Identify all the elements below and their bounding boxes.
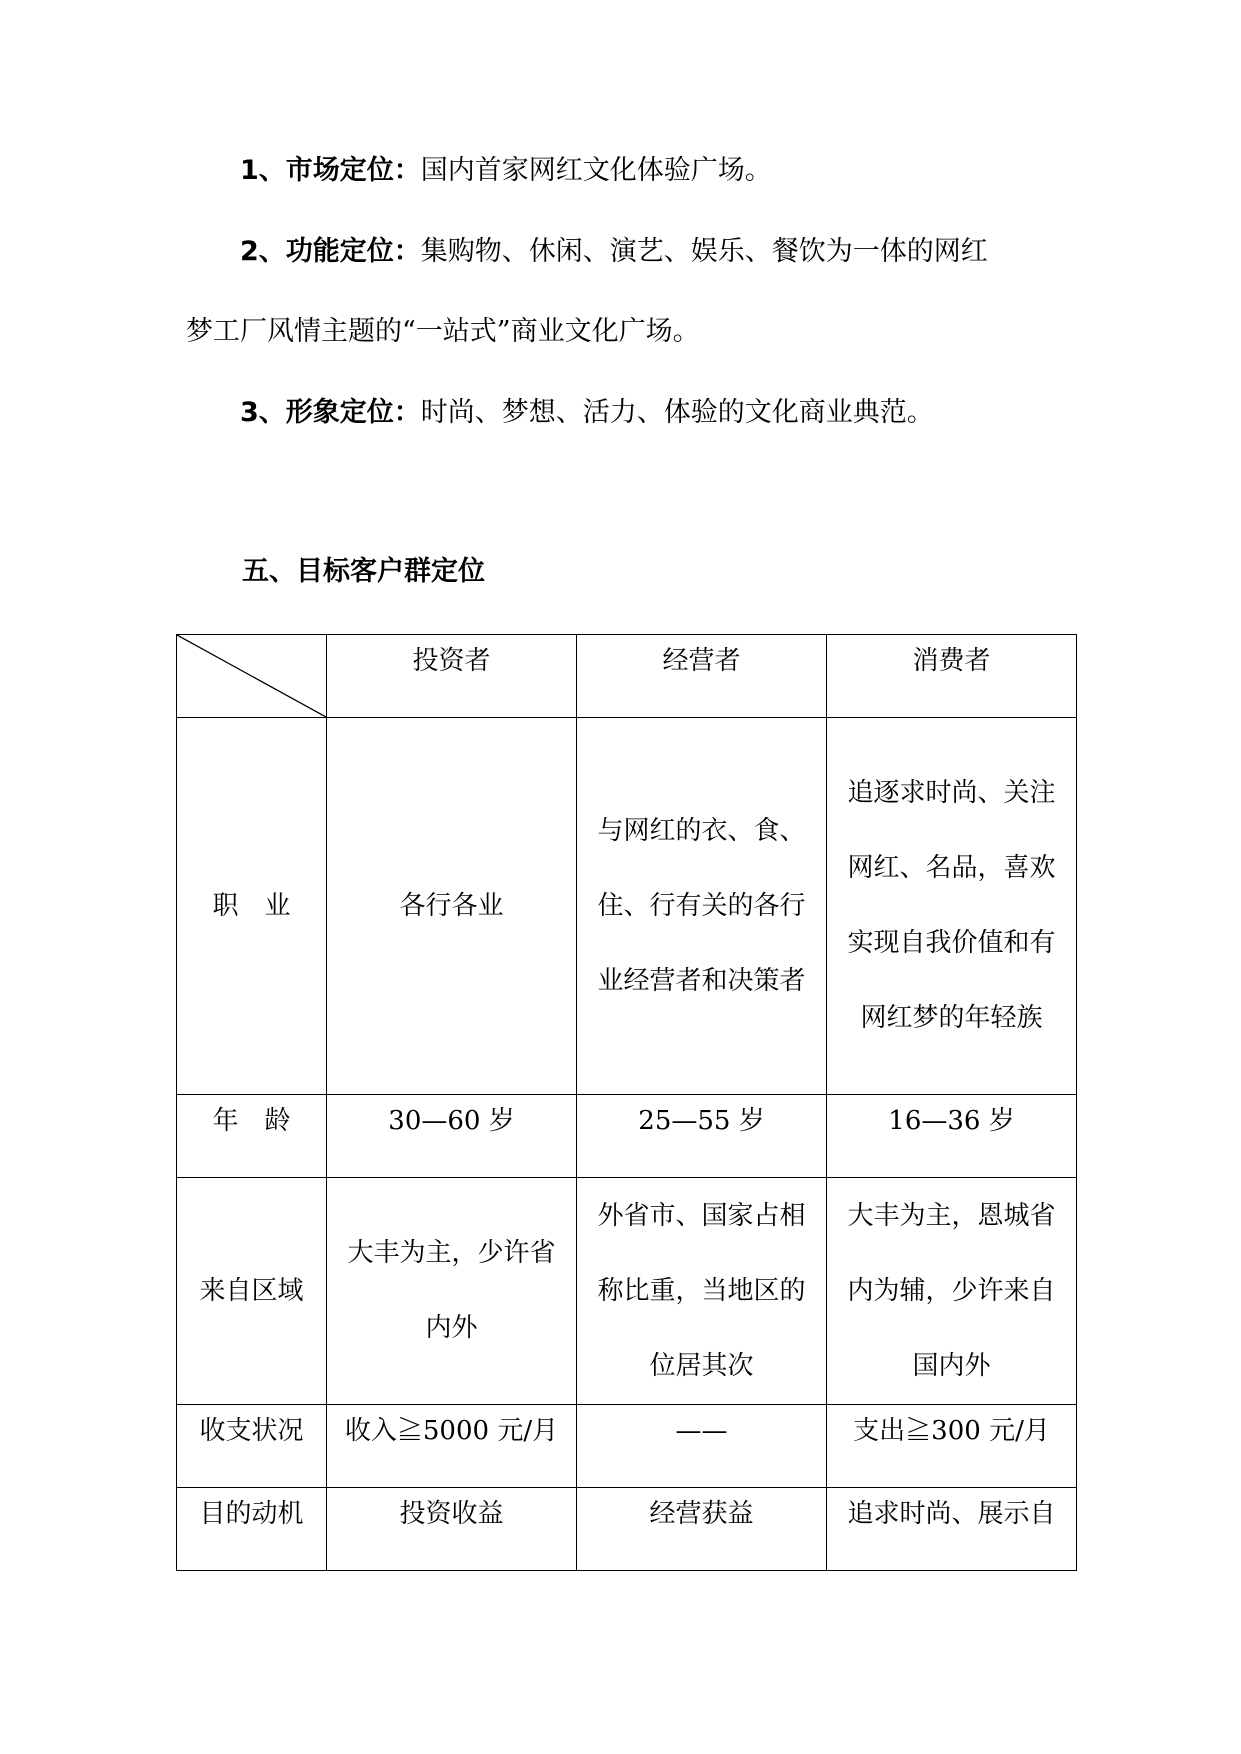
- table-cell: 各行各业: [327, 718, 577, 1095]
- paragraph-label: 2、功能定位：: [240, 236, 421, 267]
- row-label: 来自区域: [177, 1178, 327, 1405]
- table-cell: 经营获益: [577, 1488, 827, 1571]
- row-label: 目的动机: [177, 1488, 327, 1571]
- row-label: 职 业: [177, 718, 327, 1095]
- table-cell: 与网红的衣、食、住、行有关的各行业经营者和决策者: [577, 718, 827, 1095]
- paragraph-text: 集购物、休闲、演艺、娱乐、餐饮为一体的网红: [420, 236, 988, 267]
- table-cell: 追逐求时尚、关注网红、名品，喜欢实现自我价值和有网红梦的年轻族: [827, 718, 1077, 1095]
- table-header-row: [177, 635, 1077, 718]
- table-cell: 追求时尚、展示自: [827, 1488, 1077, 1571]
- header-consumer: 消费者: [827, 635, 1077, 718]
- table-cell: ——: [577, 1405, 827, 1488]
- paragraph-label: 3、形象定位：: [240, 397, 421, 428]
- paragraph-market-positioning: [240, 151, 772, 191]
- table-row-region: [177, 1178, 1077, 1405]
- paragraph-text: 国内首家网红文化体验广场。: [420, 155, 772, 186]
- diagonal-line: [177, 635, 326, 717]
- table-cell: 16—36 岁: [827, 1095, 1077, 1178]
- table-cell: 25—55 岁: [577, 1095, 827, 1178]
- paragraph-function-positioning: [240, 232, 988, 272]
- target-customer-table: [176, 634, 1077, 1571]
- table-row-motivation: [177, 1488, 1077, 1571]
- paragraph-label: 1、市场定位：: [240, 155, 421, 186]
- table-cell: 外省市、国家占相称比重，当地区的位居其次: [577, 1178, 827, 1405]
- section-heading: 五、目标客户群定位: [242, 556, 485, 587]
- paragraph-text: 时尚、梦想、活力、体验的文化商业典范。: [420, 397, 934, 428]
- row-label: 年 龄: [177, 1095, 327, 1178]
- table-cell: 投资收益: [327, 1488, 577, 1571]
- table-row-age: [177, 1095, 1077, 1178]
- table-cell: 大丰为主，恩城省内为辅，少许来自国内外: [827, 1178, 1077, 1405]
- row-label: 收支状况: [177, 1405, 327, 1488]
- table-row-occupation: [177, 718, 1077, 1095]
- header-operator: 经营者: [577, 635, 827, 718]
- table-cell: 30—60 岁: [327, 1095, 577, 1178]
- paragraph-function-continuation: 梦工厂风情主题的“一站式”商业文化广场。: [186, 316, 700, 347]
- header-investor: 投资者: [327, 635, 577, 718]
- paragraph-image-positioning: [240, 393, 934, 433]
- table-cell: 收入≧5000 元/月: [327, 1405, 577, 1488]
- table-row-income: [177, 1405, 1077, 1488]
- diagonal-corner-cell: [177, 635, 327, 718]
- table-cell: 大丰为主，少许省内外: [327, 1178, 577, 1405]
- table-cell: 支出≧300 元/月: [827, 1405, 1077, 1488]
